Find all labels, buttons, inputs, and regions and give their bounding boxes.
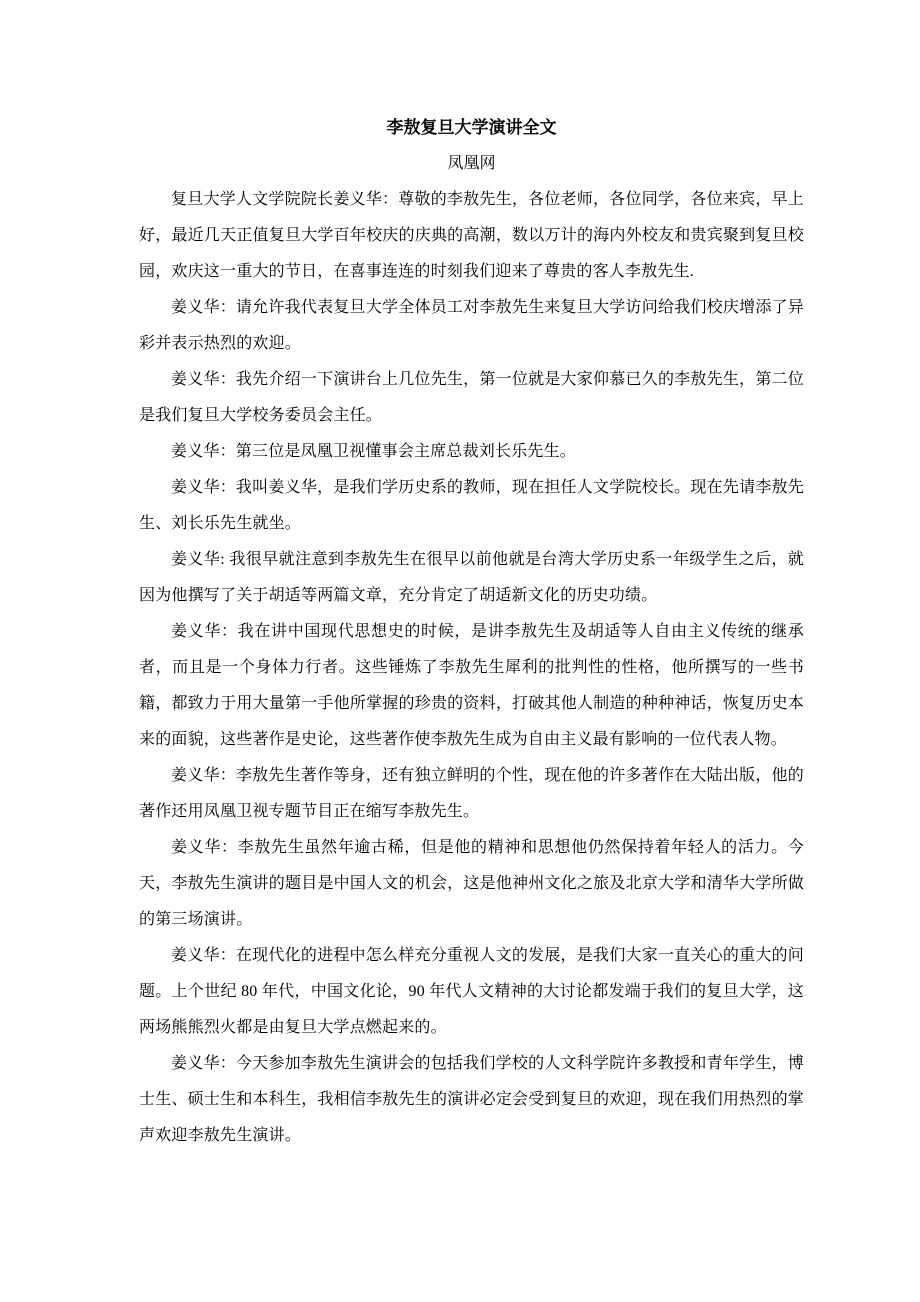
document-paragraph-6: 姜义华: 我很早就注意到李敖先生在很早以前他就是台湾大学历史系一年级学生之后，就因为他撰写了关于胡适等两篇文章，充分肯定了胡适新文化的历史功绩。 bbox=[139, 551, 804, 604]
document-paragraph-8: 姜义华：李敖先生著作等身，还有独立鲜明的个性，现在他的许多著作在大陆出版，他的著作还用凤凰卫视专题节目正在缩写李敖先生。 bbox=[139, 767, 804, 820]
document-paragraph-9: 姜义华：李敖先生虽然年逾古稀，但是他的精神和思想他仍然保持着年轻人的活力。今天，李敖先生演讲的题目是中国人文的机会，这是他神州文化之旅及北京大学和清华大学所做的第三场演讲。 bbox=[139, 839, 804, 928]
document-source: 凤凰网 bbox=[447, 155, 496, 172]
document-paragraph-4: 姜义华：第三位是凤凰卫视懂事会主席总裁刘长乐先生。 bbox=[171, 443, 577, 460]
document-paragraph-2: 姜义华：请允许我代表复旦大学全体员工对李敖先生来复旦大学访问给我们校庆增添了异彩并表示热烈的欢迎。 bbox=[139, 299, 804, 352]
document-paragraph-11: 姜义华：今天参加李敖先生演讲会的包括我们学校的人文科学院许多教授和青年学生，博士生、硕士生和本科生，我相信李敖先生的演讲必定会受到复旦的欢迎，现在我们用热烈的掌声欢迎李敖先生演讲。 bbox=[139, 1055, 804, 1144]
document-paragraph-1: 复旦大学人文学院院长姜义华：尊敬的李敖先生，各位老师，各位同学，各位来宾，早上好，最近几天正值复旦大学百年校庆的庆典的高潮，数以万计的海内外校友和贵宾聚到复旦校园，欢庆这一重大的节日，在喜事连连的时刻我们迎来了尊贵的客人李敖先生. bbox=[139, 191, 804, 280]
document-paragraph-7: 姜义华：我在讲中国现代思想史的时候，是讲李敖先生及胡适等人自由主义传统的继承者，而且是一个身体力行者。这些锤炼了李敖先生犀利的批判性的性格，他所撰写的一些书籍，都致力于用大量第一手他所掌握的珍贵的资料，打破其他人制造的种种神话，恢复历史本来的面貌，这些著作是史论，这些著作使李敖先生成为自由主义最有影响的一位代表人物。 bbox=[139, 623, 804, 748]
document-paragraph-10: 姜义华：在现代化的进程中怎么样充分重视人文的发展，是我们大家一直关心的重大的问题。上个世纪 80 年代，中国文化论，90 年代人文精神的大讨论都发端于我们的复旦大学，这两场熊熊烈火都是由复旦大学点燃起来的。 bbox=[139, 947, 804, 1036]
document-title: 李敖复旦大学演讲全文 bbox=[386, 118, 557, 137]
document-paragraph-5: 姜义华：我叫姜义华，是我们学历史系的教师，现在担任人文学院校长。现在先请李敖先生、刘长乐先生就坐。 bbox=[139, 479, 804, 532]
document-paragraph-3: 姜义华：我先介绍一下演讲台上几位先生，第一位就是大家仰慕已久的李敖先生，第二位是我们复旦大学校务委员会主任。 bbox=[139, 371, 804, 424]
